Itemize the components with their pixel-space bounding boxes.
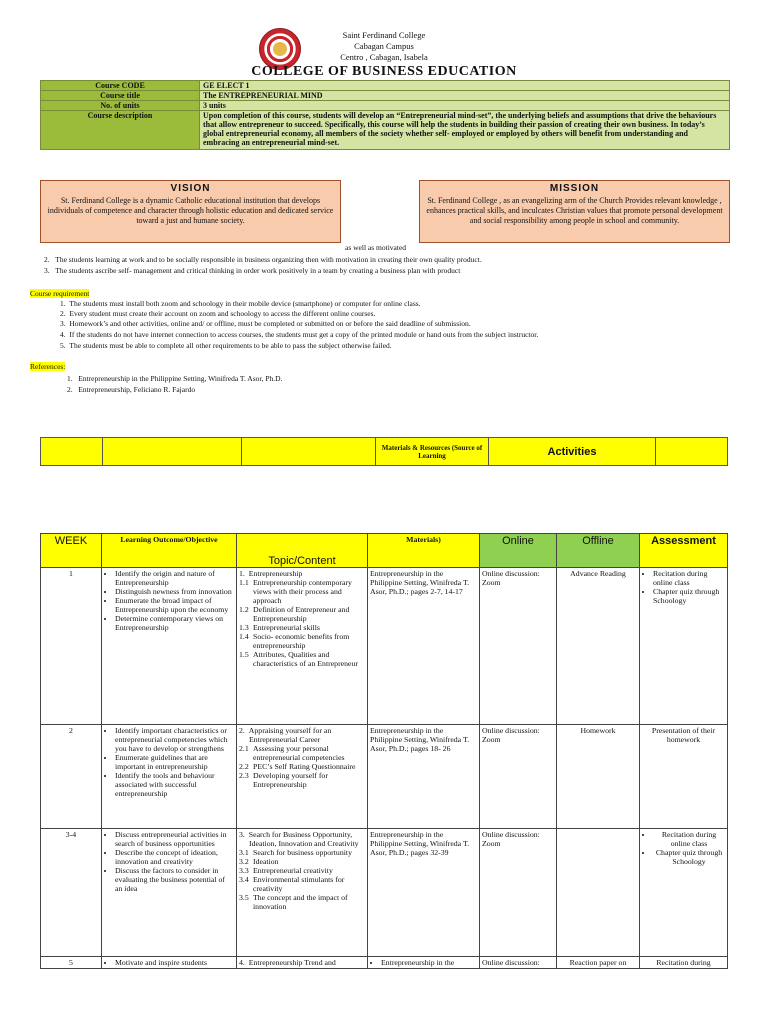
outcome-item: • Identify important characteristics or entrepreneurial competencies which you have to develop or strengthens: [115, 726, 234, 753]
course-key: No. of units: [41, 101, 200, 111]
offline-cell: Homework: [557, 725, 640, 829]
course-info-table: [40, 80, 730, 150]
school-address: Centro , Cabagan, Isabela: [340, 52, 428, 62]
assessment-cell: [640, 568, 728, 725]
assessment-cell: [640, 829, 728, 957]
subtopic-item: 2.2 PEC’s Self Rating Questionnaire: [239, 762, 356, 771]
week-cell: 5: [41, 957, 102, 969]
topic-cell: 4. Entrepreneurship Trend and: [237, 957, 368, 969]
outcome-item: • Enumerate the broad impact of Entrepreneurship upon the economy: [115, 596, 234, 614]
requirement-item: 2. Every student must create their account on zoom and schoology to access the different online courses.: [60, 309, 376, 318]
materials-cell: Entrepreneurship in the Philippine Setting, Winifreda T. Asor, Ph.D.; pages 32-39: [368, 829, 480, 957]
topic-cell: 1. Entrepreneurship 1.1 Entrepreneurship contemporary views with their process and approach 1.2 Definition of Entrepreneur and Entrepreneurship 1.3 Entrepreneurial skills 1.4 Socio- economic benefits from entrepreneurship 1.5 Attributes, Qualities and characteristics of an Entrepreneur: [237, 568, 368, 725]
course-plan-table: [40, 533, 728, 969]
table-row: [41, 725, 728, 829]
outcome-item: • Motivate and inspire students: [115, 958, 234, 967]
materials-cell: • Entrepreneurship in the: [368, 957, 480, 969]
subtopic-item: 1.2 Definition of Entrepreneur and Entrepreneurship: [239, 605, 350, 623]
outcome-item: • Identify the origin and nature of Entrepreneurship: [115, 569, 234, 587]
table-row: [41, 957, 728, 969]
subtopic-item: 1.4 Socio- economic benefits from entrepreneurship: [239, 632, 350, 650]
week-header: WEEK: [41, 534, 102, 568]
vision-text: St. Ferdinand College is a dynamic Catholic educational institution that develops individuals of competence and character through holistic education and dedicated service toward a just and humane society.: [47, 196, 334, 225]
subtopic-item: 3.1 Search for business opportunity: [239, 848, 352, 857]
activities-header: Activities: [489, 438, 656, 466]
requirement-item: 4. If the students do not have internet connection to access courses, the students must get a copy of the printed module or hand outs from the subject instructor.: [60, 330, 539, 339]
assessment-item: • Chapter quiz through Schoology: [653, 848, 725, 866]
offline-cell: Advance Reading: [557, 568, 640, 725]
course-value: 3 units: [200, 101, 730, 111]
week-cell: 3-4: [41, 829, 102, 957]
subtopic-item: 3.2 Ideation: [239, 857, 279, 866]
course-value: The ENTREPRENEURIAL MIND: [200, 91, 730, 101]
outcome-header: Learning Outcome/Objective: [102, 534, 237, 568]
course-row: [41, 91, 730, 101]
outcome-item: • Describe the concept of ideation, innovation and creativity: [115, 848, 234, 866]
objective-item: 2. The students learning at work and to be socially responsible in business organizing then with motivation in creating their own quality product.: [44, 255, 482, 264]
requirements-label: Course requirement: [30, 289, 90, 298]
course-row: [41, 81, 730, 91]
assessment-item: • Recitation during online class: [653, 830, 725, 848]
course-row: [41, 101, 730, 111]
reference-item: 2. Entrepreneurship, Feliciano R. Fajardo: [67, 385, 196, 394]
topic-title: Entrepreneurship: [248, 569, 303, 578]
course-key: Course description: [41, 111, 200, 150]
assessment-cell: Presentation of their homework: [640, 725, 728, 829]
requirement-item: 1. The students must install both zoom and schoology in their mobile device (smartphone) or computer for online class.: [60, 299, 421, 308]
topic-cell: 3. Search for Business Opportunity, Ideation, Innovation and Creativity 3.1 Search for business opportunity 3.2 Ideation 3.3 Entrepreneurial creativity 3.4 Environmental stimulants for creativity 3.5 The concept and the impact of innovation: [237, 829, 368, 957]
objective-fragment: as well as motivated: [345, 243, 407, 252]
subtopic-item: 1.5 Attributes, Qualities and characteristics of an Entrepreneur: [239, 650, 358, 668]
course-value: Upon completion of this course, students will develop an “Entrepreneurial mind-set”, the underlying beliefs and assumptions that drive the behaviours that allow entrepreneur to succeed. Specifically, this course will help the students in building their passion of creating their own business. In today’s global entrepreneurial economy, all members of the society whether self- employed or employed by others will benefit from understanding and embracing an entrepreneurial mind-set.: [200, 111, 730, 150]
subtopic-item: 1.1 Entrepreneurship contemporary views with their process and approach: [239, 578, 352, 605]
subtopic-item: 2.3 Developing yourself for Entrepreneurship: [239, 771, 328, 789]
assessment-item: • Chapter quiz through Schoology: [653, 587, 725, 605]
outcome-item: • Enumerate guidelines that are important in entrepreneurship: [115, 753, 234, 771]
topic-title: Search for Business Opportunity, Ideation, Innovation and Creativity: [248, 830, 359, 848]
outcome-item: • Identify the tools and behaviour associated with successful entrepreneurship: [115, 771, 234, 798]
course-value: GE ELECT 1: [200, 81, 730, 91]
plan-header-table: [40, 437, 728, 466]
topic-header: Topic/Content: [237, 534, 368, 568]
offline-header: Offline: [557, 534, 640, 568]
subtopic-item: 3.4 Environmental stimulants for creativity: [239, 875, 345, 893]
topic-title: Appraising yourself for an Entrepreneurial Career: [248, 726, 332, 744]
mission-box: [419, 180, 730, 243]
materials-col-header: Materials): [368, 534, 480, 568]
school-name: Saint Ferdinand College: [342, 30, 426, 40]
subtopic-item: 3.5 The concept and the impact of innovation: [239, 893, 348, 911]
topic-title: Entrepreneurship Trend and: [248, 958, 336, 967]
assessment-header: Assessment: [640, 534, 728, 568]
outcome-item: • Discuss the factors to consider in evaluating the business potential of an idea: [115, 866, 234, 893]
offline-cell: Reaction paper on: [557, 957, 640, 969]
college-title: COLLEGE OF BUSINESS EDUCATION: [251, 64, 517, 79]
mission-text: St. Ferdinand College , as an evangelizing arm of the Church Provides relevant knowledge , enhances practical skills, and inculcates Christian values that promote personal development and social responsibility among people in school and community.: [426, 196, 723, 225]
assessment-item: • Recitation during online class: [653, 569, 725, 587]
outcome-item: • Distinguish newness from innovation: [115, 587, 234, 596]
outcome-cell: [102, 957, 237, 969]
online-cell: Online discussion: Zoom: [480, 725, 557, 829]
assessment-cell: Recitation during: [640, 957, 728, 969]
materials-cell: Entrepreneurship in the Philippine Setting, Winifreda T. Asor, Ph.D.; pages 2-7, 14-17: [368, 568, 480, 725]
vision-title: VISION: [170, 183, 211, 194]
subtopic-item: 2.1 Assessing your personal entrepreneurial competencies: [239, 744, 345, 762]
online-cell: Online discussion: Zoom: [480, 829, 557, 957]
online-cell: Online discussion: Zoom: [480, 568, 557, 725]
reference-item: 1. Entrepreneurship in the Philippine Setting, Winifreda T. Asor, Ph.D.: [67, 374, 283, 383]
outcome-cell: [102, 725, 237, 829]
course-key: Course CODE: [41, 81, 200, 91]
outcome-item: • Discuss entrepreneurial activities in search of business opportunities: [115, 830, 234, 848]
vision-box: [40, 180, 341, 243]
outcome-item: • Determine contemporary views on Entrepreneurship: [115, 614, 234, 632]
outcome-cell: [102, 829, 237, 957]
requirement-item: 3. Homework’s and other activities, online and/ or offline, must be completed or submitted on or before the said deadline of submission.: [60, 319, 471, 328]
subtopic-item: 3.3 Entrepreneurial creativity: [239, 866, 333, 875]
requirement-item: 5. The students must be able to complete all other requirements to be able to pass the subject otherwise failed.: [60, 341, 392, 350]
course-row: [41, 111, 730, 150]
week-cell: 2: [41, 725, 102, 829]
mission-title: MISSION: [549, 183, 600, 194]
references-label: References:: [30, 362, 66, 371]
offline-cell: [557, 829, 640, 957]
table-row: [41, 568, 728, 725]
materials-cell: Entrepreneurship in the Philippine Setting, Winifreda T. Asor, Ph.D.; pages 18- 26: [368, 725, 480, 829]
online-header: Online: [480, 534, 557, 568]
week-cell: 1: [41, 568, 102, 725]
materials-header: Materials & Resources (Source of Learning: [376, 438, 489, 466]
topic-cell: 2. Appraising yourself for an Entrepreneurial Career 2.1 Assessing your personal entrepreneurial competencies 2.2 PEC’s Self Rating Questionnaire 2.3 Developing yourself for Entrepreneurship: [237, 725, 368, 829]
subtopic-item: 1.3 Entrepreneurial skills: [239, 623, 320, 632]
course-key: Course title: [41, 91, 200, 101]
online-cell: Online discussion:: [480, 957, 557, 969]
table-row: [41, 829, 728, 957]
outcome-cell: [102, 568, 237, 725]
campus-name: Cabagan Campus: [354, 41, 414, 51]
objective-item: 3. The students ascribe self- management and critical thinking in order work positively in a team by creating a business plan with product: [44, 266, 461, 275]
